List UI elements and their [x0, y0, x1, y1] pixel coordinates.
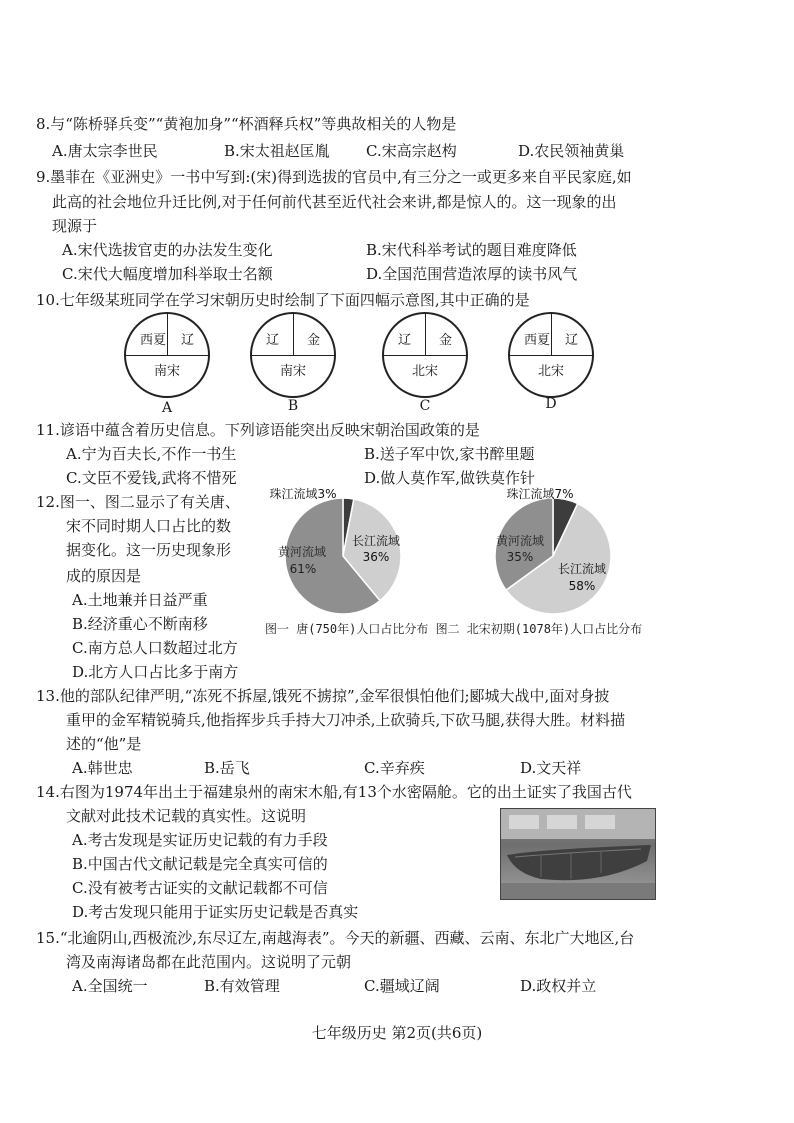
q8-option-c: C.宋高宗赵构	[366, 142, 457, 160]
pie-label-changjiang: 长江流域	[557, 562, 607, 576]
q12-stem-line2: 宋不同时期人口占比的数	[66, 517, 232, 535]
q13-stem-line2: 重甲的金军精锐骑兵,他指挥步兵手持大刀冲杀,上砍骑兵,下砍马腿,获得大胜。材料描	[66, 711, 626, 729]
q15-option-a: A.全国统一	[72, 977, 148, 995]
q14-option-c: C.没有被考古证实的文献记载都不可信	[72, 879, 328, 897]
q9-option-c: C.宋代大幅度增加科举取士名额	[62, 265, 273, 283]
q13-stem-line1: 13.他的部队纪律严明,“冻死不拆屋,饿死不掳掠”,金军很惧怕他们;郾城大战中,面对身披	[36, 687, 610, 705]
q8-option-d: D.农民领袖黄巢	[518, 142, 625, 160]
q12-option-b: B.经济重心不断南移	[72, 615, 208, 633]
q14-option-d: D.考古发现只能用于证实历史记载是否真实	[72, 903, 359, 921]
q10-c-top-left: 辽	[398, 333, 412, 348]
q10-c-bottom: 北宋	[411, 364, 438, 379]
pie-value-changjiang: 58%	[568, 579, 596, 593]
q9-stem-line1: 9.墨菲在《亚洲史》一书中写到:(宋)得到选拔的官员中,有三分之一或更多来自平民家庭,如	[36, 168, 632, 186]
q11-option-d: D.做人莫作军,做铁莫作针	[364, 469, 536, 487]
q10-c-top-right: 金	[438, 333, 452, 348]
q10-b-top-right: 金	[306, 333, 320, 348]
q15-option-b: B.有效管理	[204, 977, 280, 995]
q13-option-d: D.文天祥	[520, 759, 582, 777]
q14-option-b: B.中国古代文献记载是完全真实可信的	[72, 855, 328, 873]
q12-chart-caption: 图一 唐(750年)人口占比分布 图二 北宋初期(1078年)人口占比分布	[265, 622, 643, 636]
q12-stem-line4: 成的原因是	[66, 567, 142, 585]
q10-a-top-left: 西夏	[140, 333, 167, 348]
q9-stem-line2: 此高的社会地位升迁比例,对于任何前代甚至近代社会来讲,都是惊人的。这一现象的出	[52, 193, 617, 211]
q12-option-d: D.北方人口占比多于南方	[72, 663, 239, 681]
q14-stem-line1: 14.右图为1974年出土于福建泉州的南宋木船,有13个水密隔舱。它的出土证实了我国古代	[36, 783, 632, 801]
q12-stem-line1: 12.图一、图二显示了有关唐、	[36, 493, 240, 511]
pie-label-huanghe: 黄河流域	[277, 545, 327, 559]
q14-stem-line2: 文献对此技术记载的真实性。这说明	[66, 807, 307, 825]
q9-option-d: D.全国范围营造浓厚的读书风气	[366, 265, 578, 283]
page-footer: 七年级历史 第2页(共6页)	[311, 1024, 483, 1042]
q9-option-b: B.宋代科举考试的题目难度降低	[366, 241, 577, 259]
q9-option-a: A.宋代选拔官吏的办法发生变化	[62, 241, 273, 259]
q8-option-a: A.唐太宗李世民	[52, 142, 158, 160]
song-ship-photo	[500, 808, 656, 900]
q10-c-label: C	[419, 398, 431, 414]
q11-stem: 11.谚语中蕴含着历史信息。下列谚语能突出反映宋朝治国政策的是	[36, 421, 480, 439]
q12-stem-line3: 据变化。这一历史现象形	[66, 541, 232, 559]
q11-option-b: B.送子军中饮,家书醉里题	[364, 445, 535, 463]
ship-hull-illustration	[501, 809, 655, 899]
q10-stem: 10.七年级某班同学在学习宋朝历史时绘制了下面四幅示意图,其中正确的是	[36, 291, 530, 309]
q9-stem-line3: 现源于	[52, 217, 98, 235]
q11-option-c: C.文臣不爱钱,武将不惜死	[66, 469, 237, 487]
q12-option-a: A.土地兼并日益严重	[72, 591, 208, 609]
q10-b-label: B	[287, 398, 299, 414]
q10-d-top-right: 辽	[564, 333, 578, 348]
q15-option-d: D.政权并立	[520, 977, 597, 995]
q15-stem-line1: 15.“北逾阴山,西极流沙,东尽辽左,南越海表”。今天的新疆、西藏、云南、东北广大地区,台	[36, 929, 635, 947]
pie-label-huanghe: 黄河流域	[495, 534, 545, 548]
q10-b-bottom: 南宋	[279, 364, 306, 379]
q12-option-c: C.南方总人口数超过北方	[72, 639, 238, 657]
q10-d-label: D	[545, 396, 557, 412]
q8-option-b: B.宋太祖赵匡胤	[224, 142, 330, 160]
q10-d-bottom: 北宋	[537, 364, 564, 379]
pie-value-huanghe: 35%	[506, 550, 534, 564]
q10-a-label: A	[161, 400, 173, 416]
pie-label-zhujiang: 珠江流域3%	[269, 487, 337, 501]
q8-stem: 8.与“陈桥驿兵变”“黄袍加身”“杯酒释兵权”等典故相关的人物是	[36, 115, 457, 133]
q13-stem-line3: 述的“他”是	[66, 735, 142, 753]
q10-b-top-left: 辽	[266, 333, 280, 348]
q11-option-a: A.宁为百夫长,不作一书生	[66, 445, 237, 463]
pie-label-changjiang: 长江流域	[351, 534, 401, 548]
q13-option-c: C.辛弃疾	[364, 759, 425, 777]
q15-option-c: C.疆域辽阔	[364, 977, 440, 995]
pie-value-huanghe: 61%	[289, 562, 317, 576]
q10-a-top-right: 辽	[180, 333, 194, 348]
q14-option-a: A.考古发现是实证历史记载的有力手段	[72, 831, 328, 849]
q10-a-bottom: 南宋	[153, 364, 180, 379]
q13-option-a: A.韩世忠	[72, 759, 133, 777]
q13-option-b: B.岳飞	[204, 759, 250, 777]
pie-value-changjiang: 36%	[362, 550, 390, 564]
pie-label-zhujiang: 珠江流域7%	[506, 487, 574, 501]
q10-d-top-left: 西夏	[524, 333, 551, 348]
q15-stem-line2: 湾及南海诸岛都在此范围内。这说明了元朝	[66, 953, 352, 971]
